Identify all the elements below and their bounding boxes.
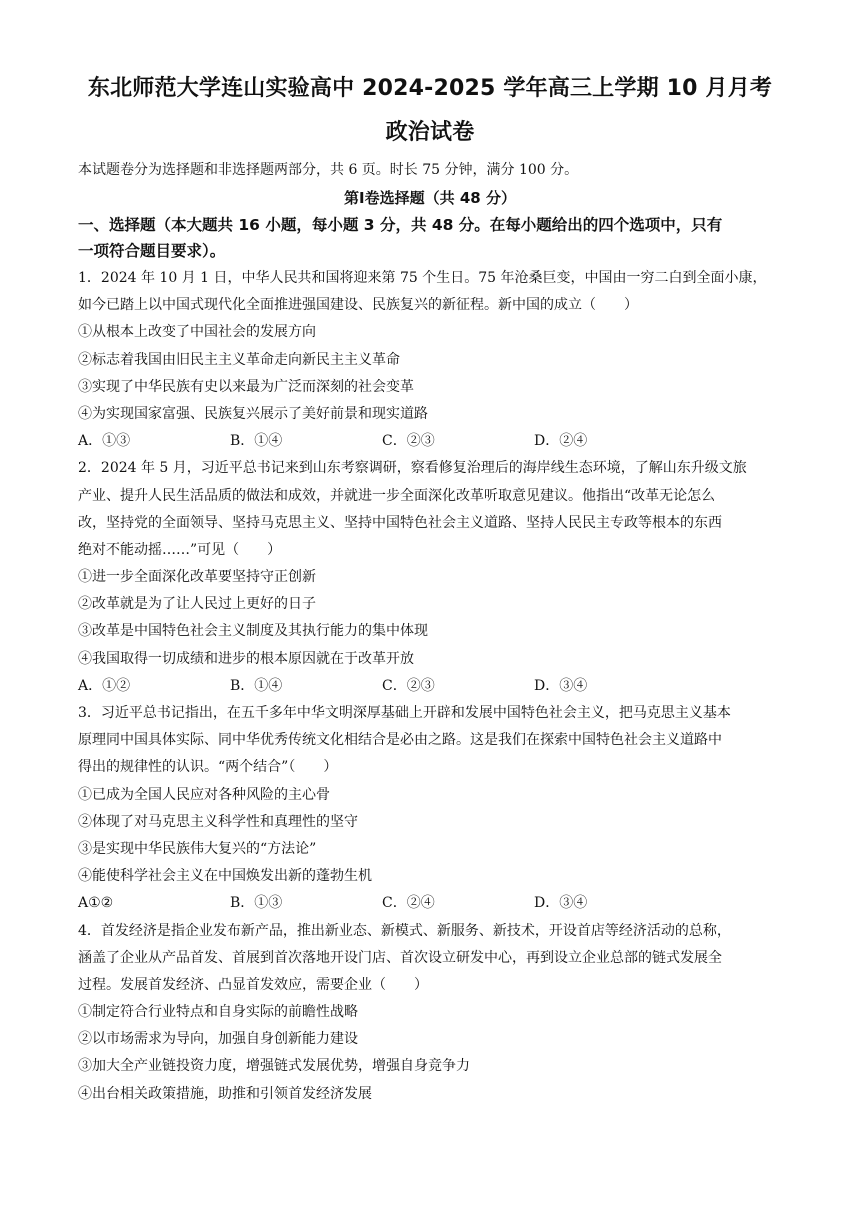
answer-option[interactable]: B．①③ <box>230 895 283 912</box>
part-heading-line: 一、选择题（本大题共 16 小题，每小题 3 分，共 48 分。在每小题给出的四个选项中，只有 <box>78 216 723 234</box>
part-heading-line: 一项符合题目要求）。 <box>78 242 226 260</box>
exam-subtitle: 政治试卷 <box>385 120 475 145</box>
question-stem-line: 涵盖了企业从产品首发、首展到首次落地开设门店、首次设立研发中心，再到设立企业总部的链式发展全 <box>78 949 722 966</box>
question-statement: ①进一步全面深化改革要坚持守正创新 <box>78 569 316 586</box>
question-stem-line: 1．2024 年 10 月 1 日，中华人民共和国将迎来第 75 个生日。75 年沧桑巨变，中国由一穷二白到全面小康， <box>78 270 767 286</box>
question-stem-line: 如今已踏上以中国式现代化全面推进强国建设、民族复兴的新征程。新中国的成立（ ） <box>78 297 638 314</box>
question-stem-line: 改，坚持党的全面领导、坚持马克思主义、坚持中国特色社会主义道路、坚持人民民主专政等根本的东西 <box>78 514 722 531</box>
question-statement: ③改革是中国特色社会主义制度及其执行能力的集中体现 <box>78 623 428 640</box>
question-3 <box>78 700 790 918</box>
question-statement: ③加大全产业链投资力度，增强链式发展优势，增强自身竞争力 <box>78 1058 470 1075</box>
question-stem-line: 得出的规律性的认识。“两个结合”（ ） <box>78 759 338 776</box>
section-title: 第Ⅰ卷选择题（共 48 分） <box>344 189 516 207</box>
answer-option[interactable]: B．①④ <box>230 433 283 450</box>
question-statement: ③是实现中华民族伟大复兴的“方法论” <box>78 840 317 857</box>
question-4 <box>78 918 790 1108</box>
question-stem-line: 原理同中国具体实际、同中华优秀传统文化相结合是必由之路。这是我们在探索中国特色社会主义道路中 <box>78 732 722 749</box>
question-stem-line: 产业、提升人民生活品质的做法和成效，并就进一步全面深化改革听取意见建议。他指出“改革无论怎么 <box>78 487 716 504</box>
answer-option[interactable]: A．①② <box>78 677 131 694</box>
question-statement: ②标志着我国由旧民主主义革命走向新民主主义革命 <box>78 351 400 368</box>
answer-option[interactable]: C．②③ <box>382 677 435 694</box>
question-statement: ④为实现国家富强、民族复兴展示了美好前景和现实道路 <box>78 405 428 422</box>
question-statement: ②改革就是为了让人民过上更好的日子 <box>78 596 316 613</box>
answer-option[interactable]: D．③④ <box>534 895 588 912</box>
question-statement: ②以市场需求为导向，加强自身创新能力建设 <box>78 1031 358 1048</box>
question-1 <box>78 265 790 455</box>
question-stem-line: 绝对不能动摇……”可见（ ） <box>78 541 282 558</box>
question-list <box>78 265 790 1108</box>
answer-option[interactable]: A．①③ <box>78 433 131 450</box>
question-statement: ①从根本上改变了中国社会的发展方向 <box>78 324 316 341</box>
answer-option[interactable]: C．②④ <box>382 895 435 912</box>
exam-intro: 本试题卷分为选择题和非选择题两部分，共 6 页。时长 75 分钟，满分 100 分。 <box>78 162 579 178</box>
question-stem-line: 3．习近平总书记指出，在五千多年中华文明深厚基础上开辟和发展中国特色社会主义，把马克思主义基本 <box>78 705 731 721</box>
question-statement: ④出台相关政策措施，助推和引领首发经济发展 <box>78 1085 372 1102</box>
question-statement: ①已成为全国人民应对各种风险的主心骨 <box>78 786 330 803</box>
question-statement: ④我国取得一切成绩和进步的根本原因就在于改革开放 <box>78 650 414 667</box>
question-stem-line: 过程。发展首发经济、凸显首发效应，需要企业（ ） <box>78 976 428 993</box>
question-statement: ③实现了中华民族有史以来最为广泛而深刻的社会变革 <box>78 378 414 395</box>
question-statement: ②体现了对马克思主义科学性和真理性的坚守 <box>78 813 358 830</box>
answer-options <box>78 673 790 700</box>
answer-option[interactable]: D．③④ <box>534 677 588 694</box>
question-statement: ④能使科学社会主义在中国焕发出新的蓬勃生机 <box>78 868 372 885</box>
answer-options <box>78 890 790 917</box>
answer-option[interactable]: D．②④ <box>534 433 588 450</box>
answer-option[interactable]: C．②③ <box>382 433 435 450</box>
answer-options <box>78 428 790 455</box>
part-heading <box>78 212 790 264</box>
question-statement: ①制定符合行业特点和自身实际的前瞻性战略 <box>78 1004 358 1021</box>
exam-title: 东北师范大学连山实验高中 2024-2025 学年高三上学期 10 月月考 <box>87 76 773 101</box>
answer-option[interactable]: A①② <box>78 895 114 912</box>
question-stem-line: 2．2024 年 5 月，习近平总书记来到山东考察调研，察看修复治理后的海岸线生态环境，了解山东升级文旅 <box>78 460 747 477</box>
question-stem-line: 4．首发经济是指企业发布新产品，推出新业态、新模式、新服务、新技术，开设首店等经济活动的总称， <box>78 922 731 939</box>
question-2 <box>78 455 790 700</box>
answer-option[interactable]: B．①④ <box>230 677 283 694</box>
